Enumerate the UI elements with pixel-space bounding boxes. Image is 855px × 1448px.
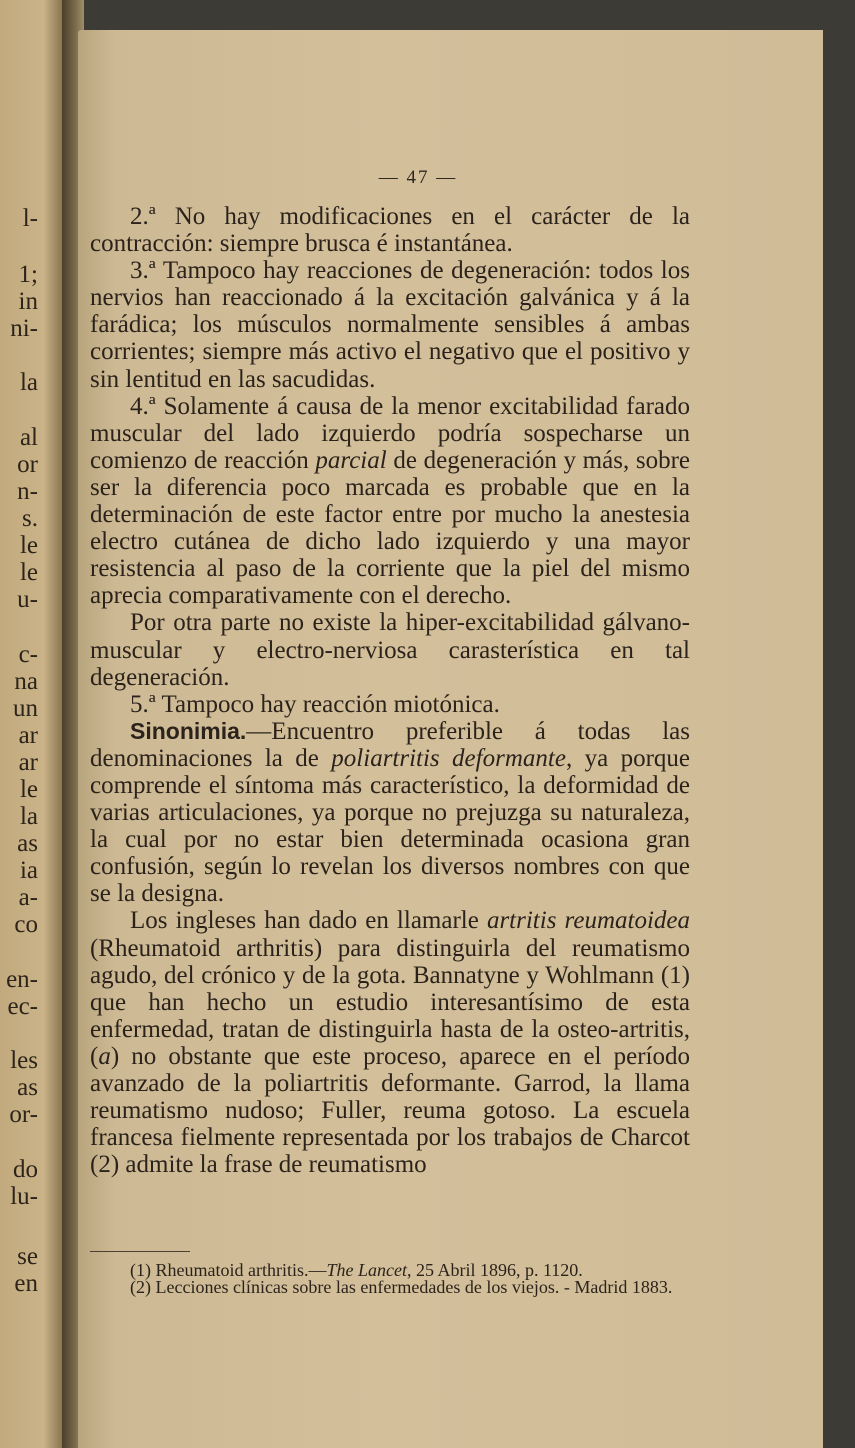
section-lead: Sinonimia.: [130, 717, 247, 744]
prev-page-fragment: en: [14, 1270, 38, 1297]
paragraph: [90, 718, 690, 908]
prev-page-fragment: co: [14, 911, 38, 938]
italic-term: poliartritis deformante: [331, 744, 566, 772]
paragraph-text: Los ingleses han dado en llamarle: [130, 907, 487, 935]
prev-page-fragment: al: [19, 424, 38, 451]
paragraph-text: (Rheumatoid arthritis) para distinguirla del reumatismo agudo, del crónico y de la gota. Bannatyne y Wohlmann (1) que han hecho un estudio interesantísimo de esta enfermedad, tratan de distinguirla hasta de la osteo-artritis, (: [90, 934, 690, 1070]
prev-page-fragment: ec-: [7, 993, 38, 1020]
paragraph: [90, 393, 690, 610]
prev-page-fragment: as: [17, 1074, 38, 1101]
prev-page-fragment: un: [13, 695, 38, 722]
prev-page-fragment: le: [19, 559, 38, 586]
paragraph: [90, 907, 690, 1178]
footnote-text: , 25 Abril 1896, p. 1120.: [406, 1260, 583, 1280]
footnote: [90, 1279, 690, 1296]
prev-page-fragment: na: [14, 668, 38, 695]
prev-page-fragment: la: [19, 803, 38, 830]
prev-page-fragment: lu-: [10, 1183, 38, 1210]
prev-page-fragment: u-: [17, 586, 38, 613]
page-number: — 47 —: [378, 167, 458, 188]
paragraph: [90, 609, 690, 690]
italic-term: artritis reumatoidea: [486, 907, 690, 935]
prev-page-fragment: or: [17, 451, 38, 478]
footnote-separator: [90, 1251, 190, 1252]
prev-page-fragment: n-: [17, 478, 38, 505]
paragraph-text: 5.ª Tampoco hay reacción miotónica.: [130, 690, 500, 718]
italic-term: The Lancet: [326, 1260, 407, 1280]
prev-page-fragment: 1;: [18, 261, 38, 288]
footnote-text: (2) Lecciones clínicas sobre las enfermedades de los viejos. - Madrid 1883.: [130, 1277, 673, 1297]
prev-page-fragment: le: [19, 532, 38, 559]
paragraph-text: —Encuentro preferible á todas las denominaciones la de: [90, 717, 690, 772]
prev-page-fragment: se: [17, 1243, 38, 1270]
paragraph: [90, 257, 690, 392]
prev-page-fragment: ar: [18, 749, 38, 776]
paragraph-text: Por otra parte no existe la hiper-excitabilidad gálvano-muscular y electro-nerviosa carasterística en tal degeneración.: [90, 609, 690, 691]
previous-page-edge: [0, 0, 62, 1448]
prev-page-fragment: en-: [6, 966, 38, 993]
prev-page-fragment: do: [13, 1156, 38, 1183]
paragraph-text: de degeneración y más, sobre ser la diferencia poco marcada es probable que en la determinación de este factor entre por mucho la anestesia electro cutánea de dicho lado izquierdo y una mayor resistencia al paso de la corriente que la piel del mismo aprecia comparativamente con el derecho.: [90, 446, 690, 610]
paragraph-text: 4.ª Solamente á causa de la menor excitabilidad farado muscular del lado izquierdo podría sospecharse un comienzo de reacción: [90, 392, 690, 474]
paragraph: [90, 691, 690, 718]
italic-term: a: [98, 1042, 111, 1070]
paragraph: [90, 203, 690, 257]
prev-page-fragment: l-: [22, 205, 38, 232]
italic-term: parcial: [315, 446, 387, 474]
prev-page-fragment: or-: [9, 1101, 38, 1128]
prev-page-fragment: le: [19, 776, 38, 803]
prev-page-fragment: c-: [18, 641, 38, 668]
footnote-text: (1) Rheumatoid arthritis.—: [130, 1260, 327, 1280]
prev-page-fragment: ar: [18, 722, 38, 749]
prev-page-fragment: in: [18, 288, 38, 315]
paragraph-text: 3.ª Tampoco hay reacciones de degeneración: todos los nervios han reaccionado á la excitación galvánica y á la farádica; los músculos normalmente sensibles á ambas corrientes; siempre más activo el negativo que el positivo y sin lentitud en las sacudidas.: [90, 257, 690, 393]
book-page: [78, 30, 823, 1448]
prev-page-fragment: a-: [18, 884, 38, 911]
prev-page-fragment: as: [17, 830, 38, 857]
prev-page-fragment: les: [10, 1047, 38, 1074]
prev-page-fragment: s.: [22, 505, 38, 532]
paragraph-text: ) no obstante que este proceso, aparece en el período avanzado de la poliartritis deformante. Garrod, la llama reumatismo nudoso; Fuller, reuma gotoso. La escuela francesa fielmente representada por los trabajos de Charcot (2) admite la frase de reumatismo: [90, 1042, 690, 1179]
paragraph-text: 2.ª No hay modificaciones en el carácter de la contracción: siempre brusca é instantánea.: [90, 203, 690, 258]
body-text: [90, 203, 690, 1178]
prev-page-fragment: ia: [19, 857, 38, 884]
paragraph-text: , ya porque comprende el síntoma más característico, la deformidad de varias articulaciones, ya porque no prejuzga su naturaleza, la cual por no estar bien determinada ocasiona gran confusión, según lo revelan los diversos nombres con que se la designa.: [90, 744, 691, 908]
prev-page-fragment: ni-: [10, 315, 38, 342]
prev-page-fragment: la: [19, 369, 38, 396]
footnotes: [90, 1262, 690, 1296]
